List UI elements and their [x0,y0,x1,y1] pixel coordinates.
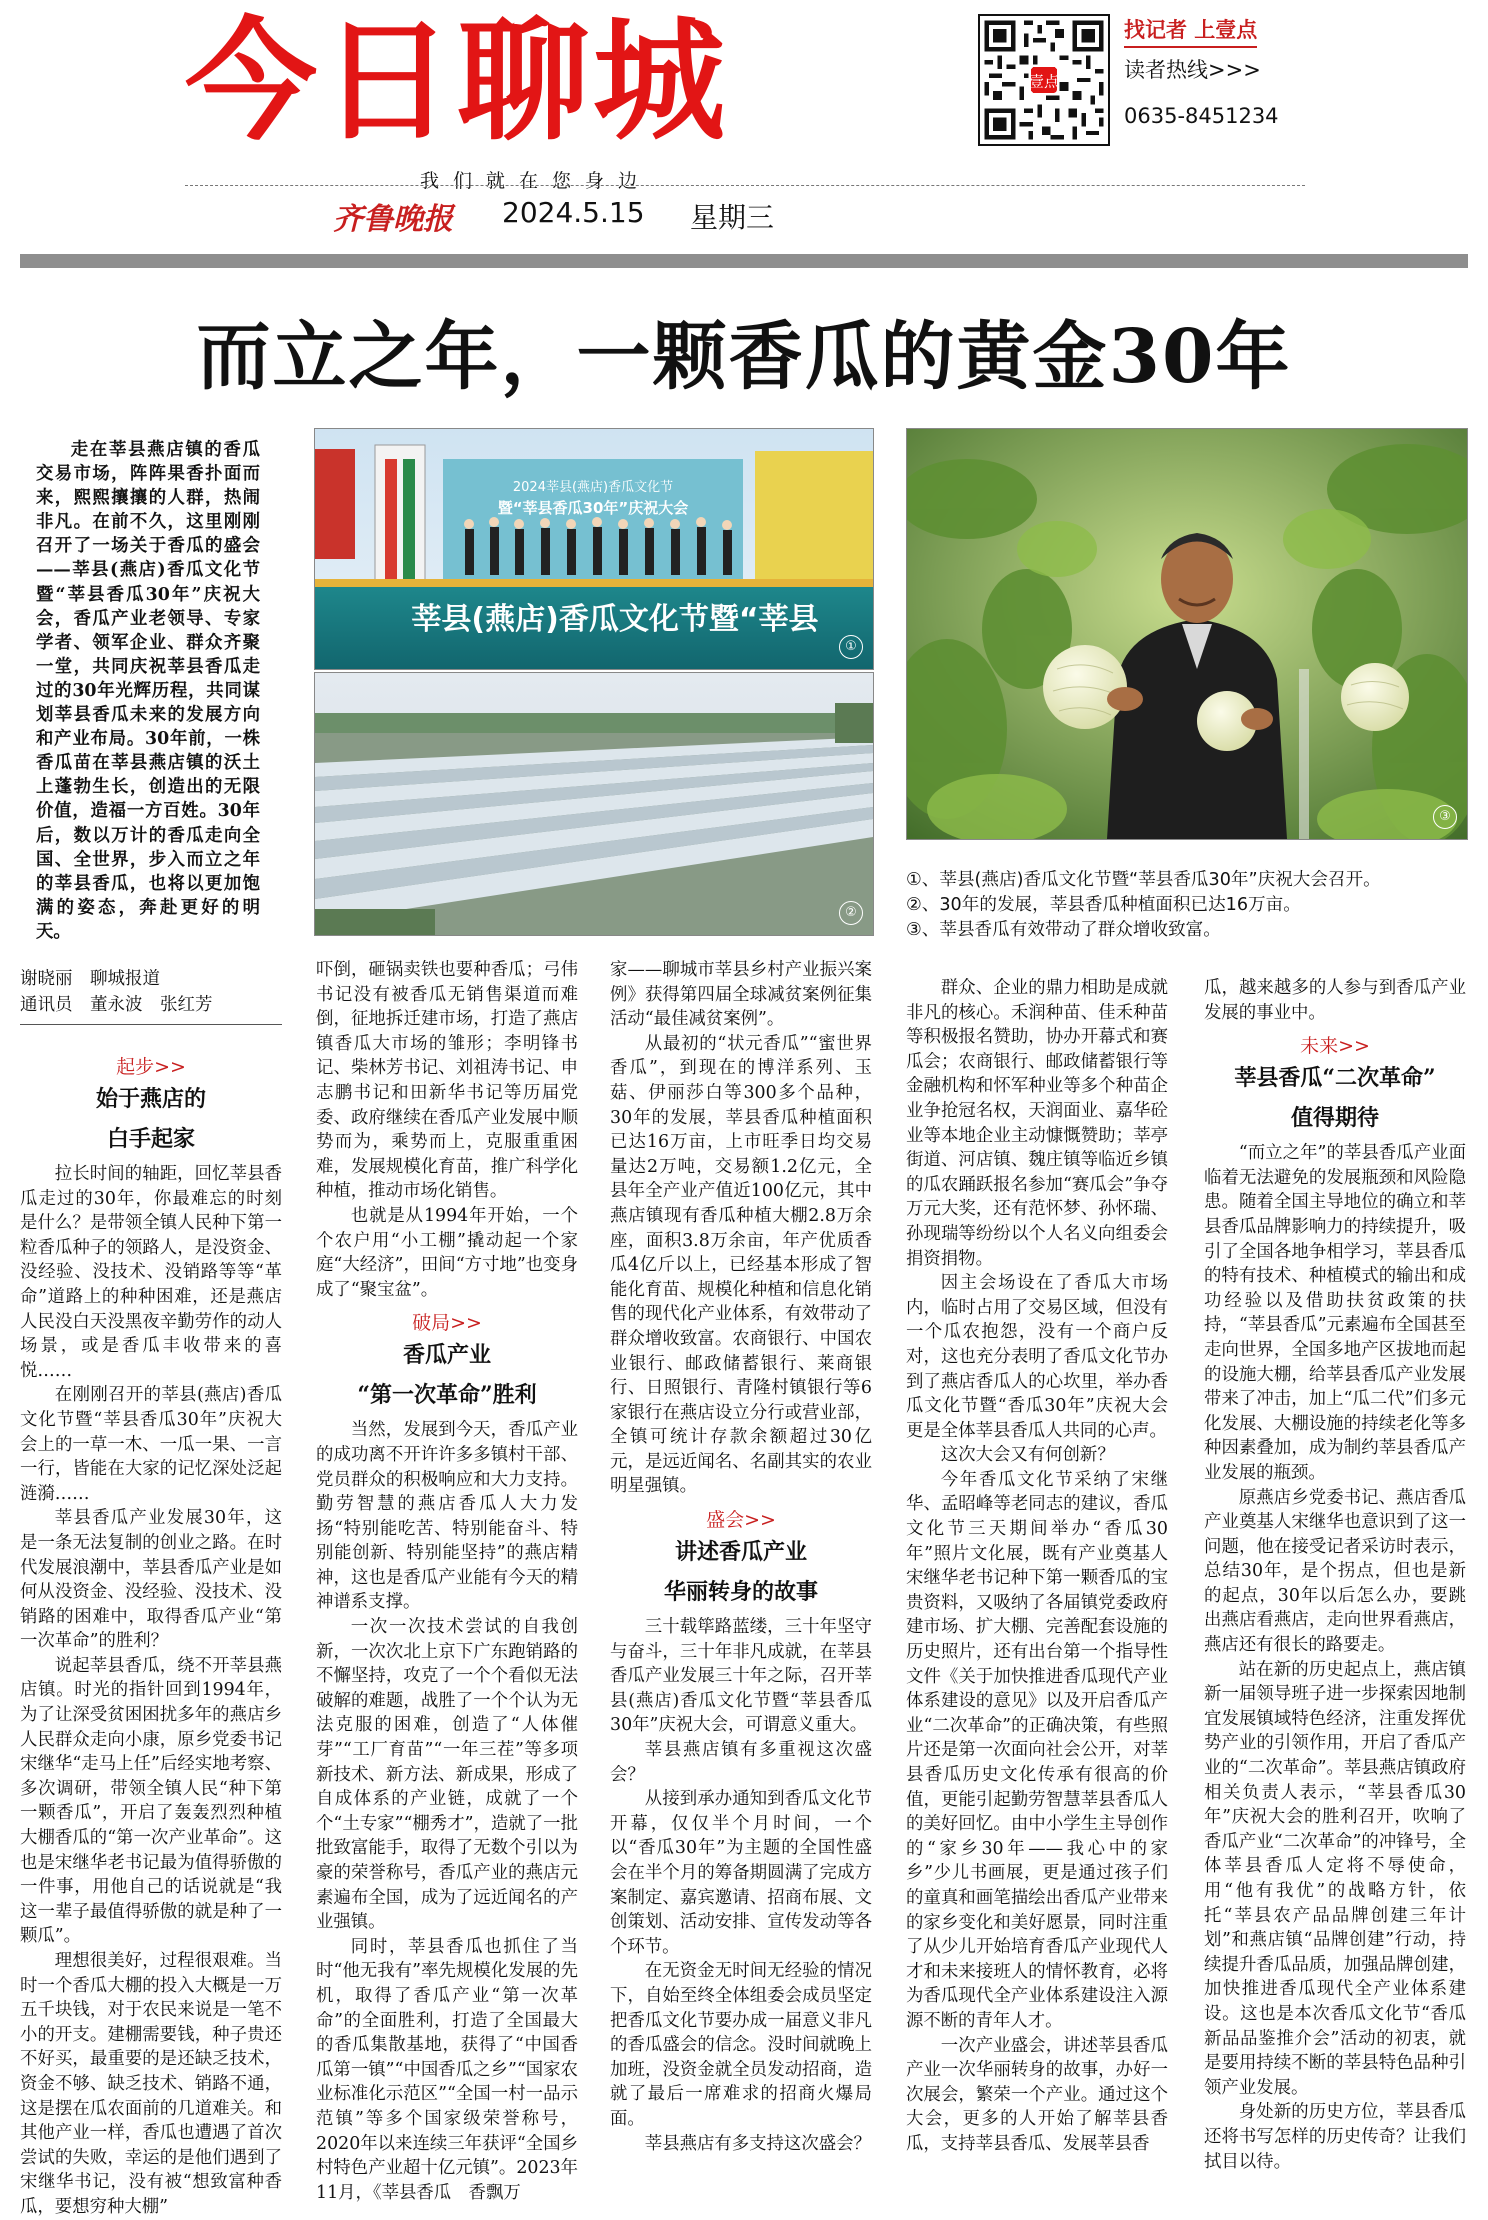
article-column-2 [316,958,578,2205]
photo-greenhouses[interactable] [314,672,874,936]
section-tag-start: 起步>> [116,1056,186,1078]
slogan [1124,14,1257,48]
farmer-with-melons-image [907,429,1467,839]
qr-label: 壹点 [1028,72,1060,91]
issue-date: 2024.5.15 [502,196,645,229]
paragraph: 从最初的“状元香瓜”“蜜世界香瓜”，到现在的博洋系列、玉菇、伊丽莎白等300多个品种，30年的发展，莘县香瓜种植面积已达16万亩，上市旺季日均交易量达2万吨，交易额1.2亿元，全县年全产业产值近100亿元，其中燕店镇现有香瓜种植大棚2.8万余座，面积3.8万余亩，年产优质香瓜4亿斤以上，已经基本形成了智能化育苗、规模化种植和信息化销售的现代化产业体系，有效带动了群众增收致富。农商银行、中国农业银行、邮政储蓄银行、莱商银行、日照银行、青隆村镇银行等6家银行在燕店设立分行或营业部，全镇可统计存款余额超过30亿元，是远近闻名、名副其实的农业明星强镇。 [610,1033,872,1497]
section-title-breakthrough-2: “第一次革命”胜利 [357,1382,537,1409]
paper-logo: 齐鲁晚报 [333,202,453,237]
greenhouse-field-image [315,673,873,935]
paragraph: 群众、企业的鼎力相助是成就非凡的核心。禾润种苗、佳禾种苗等积极报名赞助，协办开幕式和赛瓜会；农商银行、邮政储蓄银行等金融机构和怀军种业等多个种苗企业争抢冠名权，天润面业、嘉华砼业等本地企业主动慷慨赞助；莘亭街道、河店镇、魏庄镇等临近乡镇的瓜农踊跃报名参加“赛瓜会”争夺万元大奖，还有范怀梦、孙怀瑞、孙现瑞等纷纷以个人名义向组委会捐资捐物。 [906,978,1168,1269]
section-tag-festival: 盛会>> [706,1509,776,1532]
section-title-start-2: 白手起家 [106,1126,195,1152]
caption-3: ③、莘县香瓜有效带动了群众增收致富。 [906,920,1221,940]
paragraph: 在无资金无时间无经验的情况下，自始至终全体组委会成员坚定把香瓜文化节要办成一届意义非凡的香瓜盛会的信念。没时间就晚上加班，没资金就全员发动招商，造就了最后一席难求的招商火爆局面。 [610,1961,872,2129]
byline-reporter: 谢晓丽 聊城报道 [20,969,160,989]
paragraph: 家——聊城市莘县乡村产业振兴案例》获得第四届全球减贫案例征集活动“最佳减贫案例”。 [610,960,872,1030]
section-title-future-1: 莘县香瓜“二次革命” [1234,1065,1436,1092]
section-title-festival-1: 讲述香瓜产业 [674,1539,807,1566]
masthead-title: 今日聊城 [185,5,729,159]
paragraph: 一次产业盛会，讲述莘县香瓜产业一次华丽转身的故事，办好一次展会，繁荣一个产业。通过这个大会，更多的人开始了解莘县香瓜，支持莘县香瓜、发展莘县香 [906,2035,1168,2154]
paragraph: 吓倒，砸锅卖铁也要种香瓜；弓伟书记没有被香瓜无销售渠道而难倒，征地拆迁建市场，打造了燕店镇香瓜大市场的雏形；李明锋书记、柴林芳书记、刘祖涛书记、申志鹏书记和田新华书记等历届党委、政府继续在香瓜产业发展中顺势而为，乘势而上，克服重重困难，发展规模化育苗，推广科学化种植，推动市场化销售。 [316,960,578,1202]
paragraph: 一次一次技术尝试的自我创新，一次次北上京下广东跑销路的不懈坚持，攻克了一个个看似无法破解的难题，战胜了一个个认为无法克服的困难，创造了“人体催芽”“工厂育苗”“一年三茬”等多项新技术、新方法、新成果，形成了自成体系的产业链，成就了一个个“土专家”“棚秀才”，造就了一批批致富能手，取得了无数个引以为豪的荣誉称号，香瓜产业的燕店元素遍布全国，成为了远近闻名的产业强镇。 [316,1617,578,1933]
photo-3-number: ③ [1433,805,1457,829]
slogan-underline [1124,46,1257,48]
paragraph: “而立之年”的莘县香瓜产业面临着无法避免的发展瓶颈和风险隐患。随着全国主导地位的确立和莘县香瓜品牌影响力的持续提升，吸引了全国各地争相学习，莘县香瓜的特有技术、种植模式的输出和成功经验以及借助扶贫政策的扶持，“莘县香瓜”元素遍布全国甚至走向世界，全国多地产区拔地而起的设施大棚，给莘县香瓜产业发展带来了冲击，加上“瓜二代”们多元化发展、大棚设施的持续老化等多种因素叠加，成为制约莘县香瓜产业发展的瓶颈。 [1204,1143,1466,1483]
header-bar [20,254,1468,268]
article-column-4 [906,976,1168,2157]
paragraph: 莘县燕店有多支持这次盛会？ [644,2133,871,2154]
hotline-number: 0635-8451234 [1124,104,1279,128]
photo1-banner-top: 2024莘县(燕店)香瓜文化节 [512,480,674,495]
paragraph: 身处新的历史方位，莘县香瓜还将书写怎样的历史传奇？让我们拭目以待。 [1204,2102,1466,2172]
photo-captions [906,868,1472,943]
paragraph: 原燕店乡党委书记、燕店香瓜产业奠基人宋继华也意识到了这一问题，他在接受记者采访时表示，总结30年，是个拐点，但也是新的起点，30年以后怎么办，要跳出燕店看燕店，走向世界看燕店，燕店还有很长的路要走。 [1204,1487,1466,1656]
paragraph: 今年香瓜文化节采纳了宋继华、孟昭峰等老同志的建议，香瓜文化节三天期间举办“香瓜30年”照片文化展，既有产业奠基人宋继华老书记种下第一颗香瓜的宝贵资料，又吸纳了各届镇党委政府建市场、扩大棚、完善配套设施的历史照片，还有出台第一个指导性文件《关于加快推进香瓜现代产业体系建设的意见》以及开启香瓜产业“二次革命”的正确决策，有些照片还是第一次面向社会公开，对莘县香瓜历史文化传承有很高的价值，更能引起勤劳智慧莘县香瓜人的美好回忆。由中小学生主导创作的“家乡30年——我心中的家乡”少儿书画展，更是通过孩子们的童真和画笔描绘出香瓜产业带来的家乡变化和美好愿景，同时注重了从少儿开始培育香瓜产业现代人才和未来接班人的情怀教育，必将为香瓜现代全产业体系建设注入源源不断的青年人才。 [906,1469,1168,2031]
photo1-banner-main: 莘县(燕店)香瓜文化节暨“莘县 [411,602,819,637]
issue-weekday: 星期三 [690,201,775,234]
section-title-start-1: 始于燕店的 [95,1086,206,1112]
section-tag-breakthrough: 破局>> [412,1312,482,1335]
paragraph: 莘县香瓜产业发展30年，这是一条无法复制的创业之路。在时代发展浪潮中，莘县香瓜产业是如何从没资金、没经验、没技术、没销路的困难中，取得香瓜产业“第一次革命”的胜利？ [20,1508,282,1652]
photo-ceremony[interactable] [314,428,874,670]
slogan-text: 找记者 上壹点 [1124,18,1258,42]
byline [20,966,282,1018]
lead-paragraph: 走在莘县燕店镇的香瓜交易市场，阵阵果香扑面而来，熙熙攘攘的人群，热闹非凡。在前不久，这里刚刚召开了一场关于香瓜的盛会——莘县(燕店)香瓜文化节暨“莘县香瓜30年”庆祝大会，香瓜产业老领导、专家学者、领军企业、群众齐聚一堂，共同庆祝莘县香瓜走过的30年光辉历程，共同谋划莘县香瓜未来的发展方向和产业布局。30年前，一株香瓜苗在莘县燕店镇的沃土上蓬勃生长，创造出的无限价值，造福一方百姓。30年后，数以万计的香瓜走向全国、全世界，步入而立之年的莘县香瓜，也将以更加饱满的姿态，奔赴更好的明天。 [36,440,260,942]
section-tag-future: 未来>> [1300,1035,1370,1058]
paragraph: 站在新的历史起点上，燕店镇新一届领导班子进一步探索因地制宜发展镇域特色经济，注重发挥优势产业的引领作用，开启了香瓜产业的“二次革命”。莘县燕店镇政府相关负责人表示，“莘县香瓜30年”庆祝大会的胜利召开，吹响了香瓜产业“二次革命”的冲锋号，全体莘县香瓜人定将不辱使命，用“他有我优”的战略方针，依托“莘县农产品品牌创建三年计划”和燕店镇“品牌创建”行动，持续提升香瓜品质，加强品牌创建，加快推进香瓜现代全产业体系建设。这也是本次香瓜文化节“香瓜新品品鉴推介会”活动的初衷，就是要用持续不断的莘县特色品种引领产业发展。 [1204,1659,1466,2098]
article-column-1 [20,1046,282,2220]
paragraph: 当然，发展到今天，香瓜产业的成功离不开许许多多镇村干部、党员群众的积极响应和大力支持。勤劳智慧的燕店香瓜人大力发扬“特别能吃苦、特别能奋斗、特别能创新、特别能坚持”的燕店精神，这也是香瓜产业能有今天的精神谱系支撑。 [316,1420,578,1613]
headline: 而立之年，一颗香瓜的黄金30年 [196,314,1292,400]
section-title-future-2: 值得期待 [1290,1105,1379,1132]
paragraph: 同时，莘县香瓜也抓住了当时“他无我有”率先规模化发展的先机，取得了香瓜产业“第一次革命”的全面胜利，打造了全国最大的香瓜集散基地，获得了“中国香瓜第一镇”“中国香瓜之乡”“国家农业标准化示范区”“全国一村一品示范镇”等多个国家级荣誉称号，2020年以来连续三年获评“全国乡村特色产业超十亿元镇”。2023年11月，《莘县香瓜 香飘万 [316,1936,578,2203]
photo-1-number: ① [839,635,863,659]
article-column-5 [1204,976,1466,2174]
paragraph: 瓜，越来越多的人参与到香瓜产业发展的事业中。 [1204,978,1466,1023]
caption-1: ①、莘县(燕店)香瓜文化节暨“莘县香瓜30年”庆祝大会召开。 [906,870,1381,890]
paragraph: 说起莘县香瓜，绕不开莘县燕店镇。时光的指针回到1994年，为了让深受贫困困扰多年的燕店乡人民群众走向小康，原乡党委书记宋继华“走马上任”后经实地考察、多次调研，带领全镇人民“种下第一颗香瓜”，开启了轰轰烈烈种植大棚香瓜的“第一次产业革命”。这也是宋继华老书记最为值得骄傲的一件事，用他自己的话说就是“我这一辈子最值得骄傲的就是种了一颗瓜”。 [20,1655,282,1947]
qr-code[interactable] [978,14,1110,146]
paragraph: 拉长时间的轴距，回忆莘县香瓜走过的30年，你最难忘的时刻是什么？是带领全镇人民种下第一粒香瓜种子的领路人，是没资金、没经验、没技术、没销路等等“革命”道路上的种种困难，还是燕店人民没白天没黑夜辛勤劳作的动人场景，或是香瓜丰收带来的喜悦…… [20,1164,282,1381]
paragraph: 从接到承办通知到香瓜文化节开幕，仅仅半个月时间，一个以“香瓜30年”为主题的全国性盛会在半个月的筹备期圆满了完成方案制定、嘉宾邀请、招商布展、文创策划、活动安排、宣传发动等各个环节。 [610,1789,872,1957]
byline-correspondents: 通讯员 董永波 张红芳 [20,995,213,1015]
photo-2-number: ② [839,901,863,925]
masthead-tagline: 我们就在您身边 [420,170,652,192]
paragraph: 理想很美好，过程很艰难。当时一个香瓜大棚的投入大概是一万五千块钱，对于农民来说是一笔不小的开支。建棚需要钱，种子贵还不好买，最重要的是还缺乏技术，资金不够、缺乏技术、销路不通，这是摆在瓜农面前的几道难关。和其他产业一样，香瓜也遭遇了首次尝试的失败，幸运的是他们遇到了宋继华书记，没有被“想致富种香瓜，要想穷种大棚” [20,1951,282,2217]
paragraph: 三十载筚路蓝缕，三十年坚守与奋斗，三十年非凡成就，在莘县香瓜产业发展三十年之际，召开莘县(燕店)香瓜文化节暨“莘县香瓜30年”庆祝大会，可谓意义重大。 [610,1617,872,1736]
section-title-breakthrough-1: 香瓜产业 [402,1342,491,1369]
paragraph: 在刚刚召开的莘县(燕店)香瓜文化节暨“莘县香瓜30年”庆祝大会上的一草一木、一瓜一果、一言一行，皆能在大家的记忆深处泛起涟漪…… [20,1385,282,1504]
photo-farmer-melons[interactable] [906,428,1468,840]
caption-2: ②、30年的发展，莘县香瓜种植面积已达16万亩。 [906,895,1301,915]
hotline-label: 读者热线>>> [1124,58,1261,82]
byline-divider [20,1024,282,1025]
section-title-festival-2: 华丽转身的故事 [663,1579,818,1606]
photo1-banner-sub: 暨“莘县香瓜30年”庆祝大会 [497,499,689,517]
qr-code-icon [980,16,1108,144]
paragraph: 也就是从1994年开始，一个个农户用“小工棚”撬动起一个家庭“大经济”，田间“方寸地”也变身成了“聚宝盆”。 [316,1205,578,1300]
article-column-3 [610,958,872,2156]
paragraph: 因主会场设在了香瓜大市场内，临时占用了交易区域，但没有一个瓜农抱怨，没有一个商户反对，这也充分表明了香瓜文化节办到了燕店香瓜人的心坎里，举办香瓜文化节暨“香瓜30年”庆祝大会更是全体莘县香瓜人共同的心声。 [906,1273,1168,1441]
paragraph: 莘县燕店镇有多重视这次盛会？ [610,1740,872,1785]
paragraph: 这次大会又有何创新？ [940,1445,1115,1466]
ceremony-stage-image [315,429,873,669]
masthead-divider [185,185,1305,186]
